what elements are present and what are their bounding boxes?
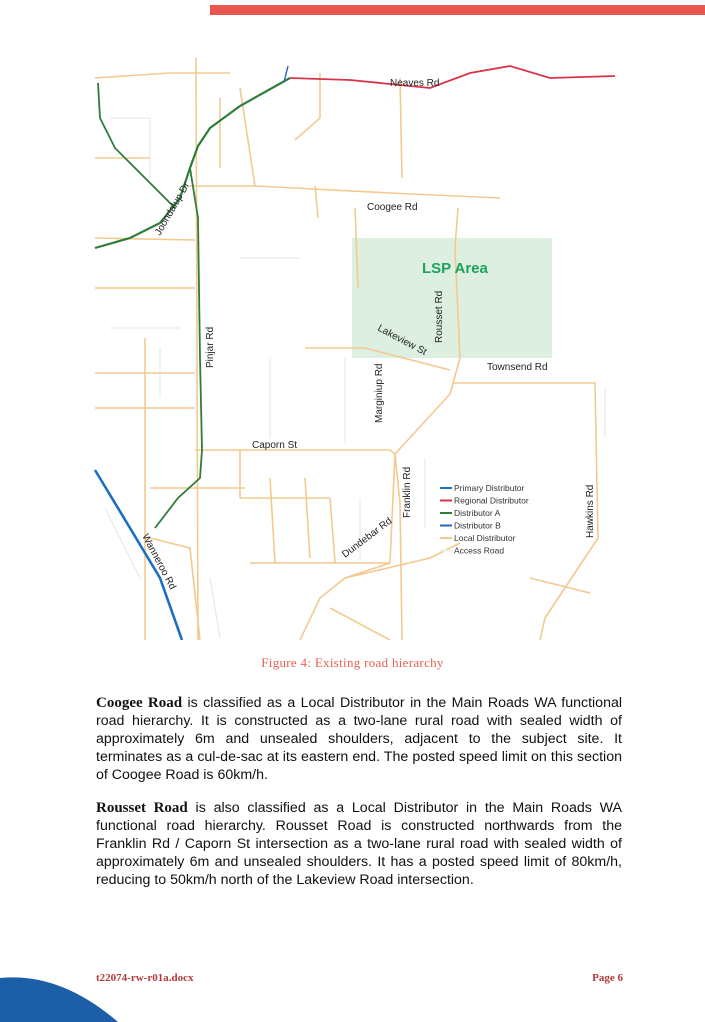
distributor-a-road-north bbox=[98, 83, 175, 208]
label-lakeview-st: Lakeview St bbox=[375, 322, 429, 358]
primary-distributor-wanneroo-rd bbox=[95, 470, 182, 640]
label-lsp-area: LSP Area bbox=[422, 260, 488, 277]
map-legend bbox=[440, 483, 529, 556]
footer-page-number: Page 6 bbox=[592, 972, 623, 984]
legend-label: Access Road bbox=[454, 545, 505, 556]
legend-label: Local Distributor bbox=[454, 533, 516, 543]
lsp-area-shading bbox=[352, 238, 552, 358]
label-caporn-st: Caporn St bbox=[252, 440, 298, 451]
paragraph-coogee-road bbox=[96, 694, 622, 784]
road-hierarchy-map bbox=[90, 58, 620, 640]
paragraph-body: is classified as a Local Distributor in the Main Roads WA functional road hierarchy. It is constructed as a two-lane rural road with sealed width of approximately 6m and unsealed shoulders, adjacent to the subject site. It terminates as a cul-de-sac at its eastern end. The posted speed limit on this section of Coogee Road is 60km/h. bbox=[96, 695, 622, 783]
label-rousset-rd: Rousset Rd bbox=[434, 290, 445, 343]
label-townsend-rd: Townsend Rd bbox=[487, 362, 548, 373]
label-franklin-rd: Franklin Rd bbox=[402, 466, 413, 518]
label-coogee-rd: Coogee Rd bbox=[367, 202, 418, 213]
label-pinjar-rd: Pinjar Rd bbox=[205, 326, 216, 368]
legend-label: Primary Distributor bbox=[454, 483, 525, 493]
corner-decoration bbox=[0, 970, 120, 1022]
paragraph-lead: Rousset Road bbox=[96, 800, 188, 816]
label-joondalup-dr: Joondalup Dr bbox=[153, 180, 193, 238]
legend-label: Distributor A bbox=[454, 508, 501, 518]
label-wanneroo-rd: Wanneroo Rd bbox=[139, 532, 178, 592]
figure-caption: Figure 4: Existing road hierarchy bbox=[261, 655, 444, 670]
regional-distributor-neaves-rd bbox=[290, 66, 615, 88]
label-neaves-rd: Neaves Rd bbox=[390, 78, 440, 89]
paragraph-lead: Coogee Road bbox=[96, 695, 183, 711]
header-accent-bar bbox=[210, 5, 705, 15]
legend-label: Regional Distributor bbox=[454, 495, 529, 506]
label-dundebar-rd: Dundebar Rd bbox=[340, 515, 395, 561]
footer-filename: t22074-rw-r01a.docx bbox=[96, 972, 194, 984]
distributor-a-road bbox=[95, 78, 290, 248]
paragraph-body: is also classified as a Local Distributor in the Main Roads WA functional road hierarchy. Rousset Road is constructed northwards from the Franklin Rd / Caporn St intersection as a two-lane rural road with sealed width of approximately 6m and unsealed shoulders. It has a posted speed limit of 80km/h, reducing to 50km/h north of the Lakeview Road intersection. bbox=[96, 800, 622, 888]
legend-label: Distributor B bbox=[454, 520, 501, 531]
label-marginiup-rd: Marginiup Rd bbox=[374, 363, 385, 423]
label-hawkins-rd: Hawkins Rd bbox=[585, 484, 596, 538]
paragraph-rousset-road bbox=[96, 799, 622, 889]
